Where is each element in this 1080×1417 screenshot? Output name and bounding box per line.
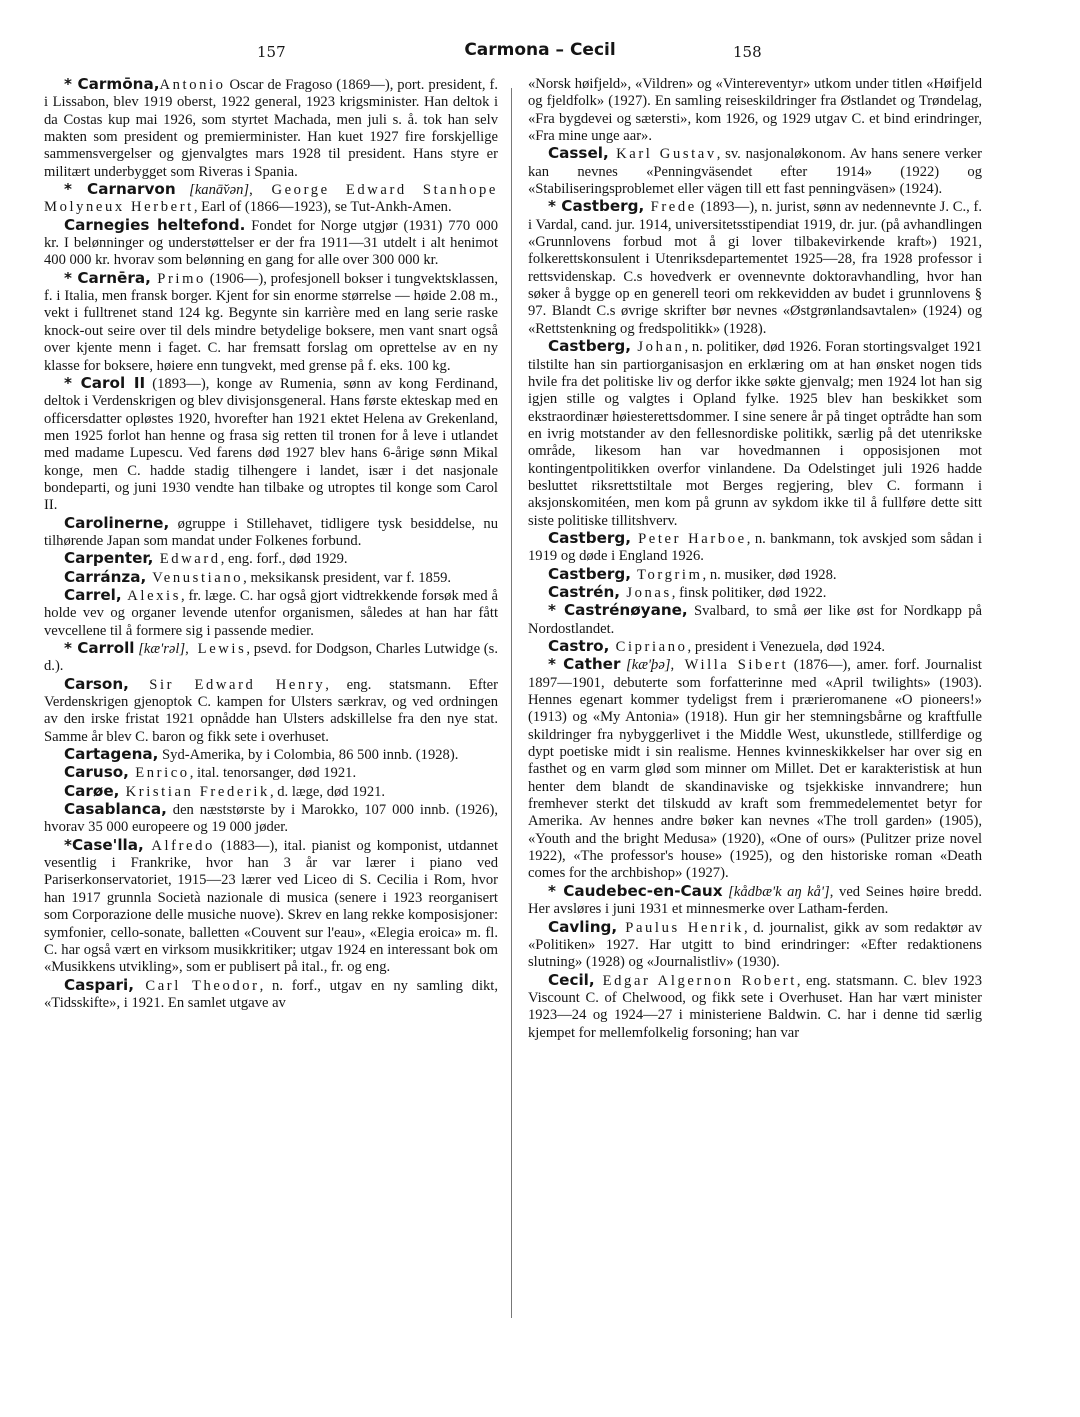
entry-name: Karl Gustav <box>608 146 717 163</box>
entry-pronunciation: [kådbæ'k aŋ kå'] <box>722 883 830 900</box>
entry-headword: Casablanca, <box>64 800 167 819</box>
entry-pronunciation: [kanā̆vən] <box>175 182 250 199</box>
entry-text: , president i Venezuela, død 1924. <box>687 639 886 655</box>
entry-name: Sir Edward Henry <box>128 676 326 693</box>
entry-name: Alfredo <box>143 837 215 854</box>
dictionary-entry <box>528 566 982 584</box>
dictionary-entry <box>44 375 498 515</box>
entry-headword: Castberg, <box>548 564 631 583</box>
left-column <box>44 76 498 1012</box>
entry-name: Frede <box>644 199 697 216</box>
entry-text: , fr. læge. C. har også gjort vidtrekkende forsøk med å holde vev og organer levende utenfor organismen, således at han har fått vevcellene til å formere sig i passende medier. <box>44 587 499 639</box>
entry-text: (1876—), amer. forf. Journalist 1897—1901, debuterte som forfatterinne med «April twilights» (1903). Hennes egenart kommer tydeligst frem i prærieromanene «O pioneers!» (1913) og «My Antonia» (1918). Hun gir her stemningsbårne og kraftfulle skildringer fra nybyggerlivet i the Middle West, ukunstlede, stillferdige og dypt poetiske midt i sin realisme. Hennes kvinneskikkelser har over sig en fasthet og en varm glød som minner om Millet. Det er karakteristisk at hun henter dem blandt de skandinaviske og tsjekkiske innvandrere; hun fremhever sterkt det tilskudd av kraft som fremmedelementet betyr for Amerika. Av hennes andre bøker kan nevnes «The troll garden» (1905), «Youth and the bright Medusa» (1920), «One of ours» (Pulitzer prize novel 1922), «The professor's house» (1925), og den historiske roman «Death comes for the archbishop» (1927). <box>528 657 982 882</box>
entry-name: Alexis <box>121 587 181 604</box>
entry-headword: * Carroll <box>64 639 135 657</box>
entry-name: , Willa Sibert <box>670 657 789 674</box>
entry-headword: Carøe, <box>64 781 120 800</box>
dictionary-entry <box>528 198 982 338</box>
entry-name: Johan <box>631 339 685 356</box>
entry-headword: Castrén, <box>548 582 621 601</box>
entry-text: , n. forf., utgav en ny samling dikt, «Tidsskifte», i 1921. En samlet utgave av <box>44 977 498 1011</box>
entry-headword: Carnegies heltefond. <box>64 215 246 234</box>
running-title: Carmona – Cecil <box>464 40 616 60</box>
entry-headword: Carpenter, <box>64 549 154 568</box>
entry-headword: * Carnēra, <box>64 268 151 287</box>
dictionary-entry <box>44 76 498 181</box>
column-divider <box>511 88 512 1318</box>
page-number-left: 157 <box>257 43 286 61</box>
entry-text: , eng. forf., død 1929. <box>220 551 348 568</box>
entry-name: Edward <box>153 551 221 568</box>
entry-name: Peter Harboe <box>631 530 747 547</box>
entry-headword: Castro, <box>548 637 610 655</box>
dictionary-entry <box>44 217 498 270</box>
entry-text: (1893—), n. jurist, sønn av nedennevnte J. C., f. i Vardal, cand. jur. 1914, universitetsstipendiat 1919, dr. jur. (på avhandlingen «Grunnlovens forbud mot å gi lover tilbakevirkende kraft») 1921, folkerettskonsulent i Utenriksdepartementet 1925—28, fra 1928 professor i rettsvidenskap. C.s hovedverk er ovennevnte doktoravhandling, hvor han søker å bygge op en generell teori om rekkevidden av budet i grunnlovens § 97. Blandt C.s øvrige skrifter bør nevnes «Østgrønlandsavtalen» (1924) og «Rettstenkning og fredspolitikk» (1928). <box>528 199 982 337</box>
entry-name: Torgrim <box>631 566 703 583</box>
entry-text: , d. læge, død 1921. <box>269 783 386 800</box>
entry-name: Paulus Henrik <box>617 919 744 936</box>
dictionary-entry <box>528 638 982 656</box>
entry-name: Carl Theodor <box>134 977 260 994</box>
dictionary-entry <box>44 801 498 837</box>
entry-name: Venustiano <box>146 569 244 586</box>
entry-headword: Carson, <box>64 674 129 693</box>
entry-headword: Carránza, <box>64 567 147 586</box>
dictionary-entry <box>44 837 498 977</box>
dictionary-entry <box>528 919 982 972</box>
entry-text: , finsk politiker, død 1922. <box>671 584 827 601</box>
dictionary-entry <box>528 972 982 1042</box>
entry-text: , n. musiker, død 1928. <box>702 566 837 583</box>
entry-text: , meksikansk president, var f. 1859. <box>243 569 452 586</box>
entry-headword: * Carnarvon <box>64 180 176 199</box>
entry-text: Fondet for Norge utgjør (1931) 770 000 kr. I belønninger og understøttelser er der fra 1911—31 utdelt i alt henimot 400 000 kr. hvorav som belønning en gang for alle over 300 000 kr. <box>44 217 498 269</box>
dictionary-entry <box>528 656 982 882</box>
entry-headword: Cartagena, <box>64 745 159 764</box>
entry-headword: Castberg, <box>548 337 631 356</box>
entry-text: , d. journalist, gikk av som redaktør av «Politiken» 1927. Har utgitt to bind erindringer: «Efter redaktionens slutning» (1928) og «Journalistliv» (1930). <box>528 919 982 971</box>
entry-text: øgruppe i Stillehavet, tidligere tysk besiddelse, nu tilhørende Japan som mandat under Folkenes forbund. <box>44 515 498 549</box>
entry-text: , psevd. for Dodgson, Charles Lutwidge (s. d.). <box>44 641 498 675</box>
entry-text: , Earl of (1866—1923), se Tut-Ankh-Amen. <box>193 199 452 216</box>
right-column <box>528 76 982 1042</box>
entry-name: Antonio <box>159 77 226 93</box>
entry-headword: Cassel, <box>548 144 609 163</box>
entry-name: Jonas <box>620 584 672 601</box>
dictionary-entry <box>528 530 982 566</box>
dictionary-entry <box>528 338 982 530</box>
entry-name: Enrico <box>128 765 190 782</box>
dictionary-entry <box>528 584 982 602</box>
entry-text: , n. bankmann, tok avskjed som sådan i 1919 og døde i England 1926. <box>528 530 982 565</box>
entry-text: , ital. tenorsanger, død 1921. <box>189 765 357 782</box>
dictionary-entry <box>44 270 498 375</box>
entry-headword: Caspari, <box>64 975 135 994</box>
page-number-right: 158 <box>733 43 762 61</box>
entry-headword: Carolinerne, <box>64 513 170 532</box>
dictionary-entry <box>44 746 498 764</box>
entry-text: (1883—), ital. pianist og komponist, utdannet vesentlig i Frankrike, hvor han 3 år var lærer i piano ved Pariserkonservatoriet, 1915—23 lærer ved Liceo di S. Cecilia i Rom, hvor han 1917 grunnla Società nazionale di musica (senere i 1923 reorganisert som Corporazione delle musiche nuove). Skrev en lang rekke komposisjoner: symfonier, cello-sonate, balletten «Couvent sur l'eau», «Elegia eroica» m. fl. C. har også vært en virksom musikkritiker; utgav 1924 en interessant bok om «Musikkens utvikling», som er publisert på ital., fr. og eng. <box>44 837 498 976</box>
entry-text: Svalbard, to små øer like øst for Nordkapp på Nordostlandet. <box>528 603 982 637</box>
entry-pronunciation: [kæ'þə] <box>620 657 671 674</box>
dictionary-entry <box>528 602 982 638</box>
dictionary-entry <box>528 145 982 198</box>
entry-text: , sv. nasjonaløkonom. Av hans senere verker kan nevnes «Penningväsendet efter 1914» (1922) og «Stabiliseringsproblemet eller vägen till ett fast penningväsen» (1924). <box>528 146 982 198</box>
dictionary-entry <box>44 550 498 568</box>
entry-name: Edgar Algernon Robert <box>594 972 797 989</box>
entry-text: , eng. statsmann. Efter Verdenskrigen gjenoptok C. kampen for Ulsters særkrav, og ved ordningen av den irske fristat 1921 opnådde han Ulsters adskillelse fra den nye stat. Samme år blev C. baron og fikk sete i overhuset. <box>44 676 499 745</box>
entry-name: Kristian Frederik <box>119 783 270 800</box>
entry-headword: Cecil, <box>548 970 595 989</box>
entry-text: , ved Seines høire bredd. Her avsløres i juni 1931 et minnesmerke over Latham-ferden. <box>528 883 982 918</box>
entry-text: Syd-Amerika, by i Colombia, 86 500 innb. (1928). <box>158 747 459 764</box>
entry-headword: * Carol II <box>64 373 146 392</box>
entry-name: , Lewis <box>185 641 247 657</box>
entry-text: , n. politiker, død 1926. Foran stortingsvalget 1921 tilstilte han sin partiorganisasjon en erklæring om at han ønsket nogen tids hvile fra det politiske liv og derfor ikke søkte gjenvalg; men 1924 lot han sig igjen stille og valgtes i Opland fylke. 1925 blev han beskikket som ekstraordinær høiesterettsdommer. I sine senere år på tinget optrådte han som en ivrig motstander av den fellesnordiske politikk, særlig på det utenrikske område, likesom han var hovedmannen i opposisjonen mot kontingentpolitikken overfor vinlandene. Da Odelstinget juli 1926 hadde besluttet riksrettstiltale mot Berges regjering, blev C. formann i aksjonskomitéen, men kom på grunn av sykdom ikke til å fullføre dette sitt siste politiske tillitshverv. <box>528 339 982 529</box>
dictionary-entry <box>44 569 498 587</box>
dictionary-entry <box>44 764 498 782</box>
entry-headword: Carrel, <box>64 585 122 604</box>
entry-name: Primo <box>150 270 206 287</box>
dictionary-entry <box>44 587 498 640</box>
entry-text: (1893—), konge av Rumenia, sønn av kong Ferdinand, deltok i Verdenskrigen og blev divisjonsgeneral. Hans første ekteskap med en officersdatter opløstes 1920, hvorefter han 1921 ektet Helena av Grekenland, men 1925 forlot han henne og frasa sig retten til tronen for å leve i utlandet med madame Lupescu. Ved farens død 1927 blev hans 6-årige sønn Mikal konge, men C. hadde stadig tilhengere i landet, især i det nasjonale bondeparti, og juni 1930 vendte han tilbake og utroptes til konge som Carol II. <box>44 375 499 514</box>
entry-text: (1906—), profesjonell bokser i tungvektsklassen, f. i Italia, men fransk borger. Kjent for sin enorme størrelse — høide 2.08 m., vekt i fulltrenet stand 124 kg. Begynte sin karrière med en lang serie raske knock-out seire over til dels mindre betydelige boksere, men vant snart også over kjente menn i faget. C. har fremsatt forslag om oprettelse av en ny klasse for boksere, høiere enn tungvekt, med grense på f. eks. 100 kg. <box>44 270 498 374</box>
dictionary-entry <box>44 676 498 746</box>
entry-headword: * Castrénøyane, <box>548 601 688 620</box>
dictionary-entry <box>528 76 982 145</box>
entry-headword: *Case'lla, <box>64 835 144 854</box>
entry-headword: * Castberg, <box>548 197 645 216</box>
entry-headword: Castberg, <box>548 528 631 547</box>
dictionary-entry <box>44 181 498 217</box>
dictionary-entry <box>44 977 498 1013</box>
entry-headword: Cavling, <box>548 917 618 936</box>
entry-text: Oscar de Fragoso (1869—), port. president, f. i Lissabon, blev 1919 oberst, 1922 general, 1923 krigsminister. Han deltok i da Costas kup mai 1926, som styrtet Machada, men juli s. å. tok han selv makten som president og premierminister. Han kuet 1927 fire forskjellige sammensvergelser og gjenvalgtes mars 1928 til president. Hans styre er militært underbygget som Riveras i Spania. <box>44 77 498 180</box>
entry-name: Cipriano <box>609 639 688 655</box>
entry-name: , George Edward Stanhope Molyneux Herbert <box>44 182 498 216</box>
entry-text: «Norsk høifjeld», «Vildren» og «Vintereventyr» utkom under titlen «Høifjeld og fjeldfolk» (1927). En samling reiseskildringer fra Østlandet og Trøndelag, «Fra bygdevei og sætersti», kom 1926, og 1929 utgav C. et bind erindringer, «Fra mine unge aar». <box>528 76 982 145</box>
entry-text: , eng. statsmann. C. blev 1923 Viscount C. of Chelwood, og fikk sete i Overhuset. Han har vært minister 1923—24 og 1924—27 i ministeriene Baldwin. C. har i denne tid særlig kjempet for mellemfolkelig forsoning; han var <box>528 972 982 1041</box>
entry-text: den næststørste by i Marokko, 107 000 innb. (1926), hvorav 35 000 europeere og 19 000 jøder. <box>44 802 498 836</box>
dictionary-entry <box>44 783 498 801</box>
dictionary-entry <box>44 640 498 676</box>
dictionary-entry <box>44 515 498 551</box>
entry-headword: * Caudebec-en-Caux <box>548 881 723 900</box>
entry-pronunciation: [kæ'rəl] <box>134 641 186 657</box>
entry-headword: * Carmōna, <box>64 75 160 93</box>
dictionary-entry <box>528 883 982 919</box>
entry-headword: Caruso, <box>64 763 129 782</box>
entry-headword: * Cather <box>548 655 621 674</box>
page-header <box>0 40 1080 64</box>
